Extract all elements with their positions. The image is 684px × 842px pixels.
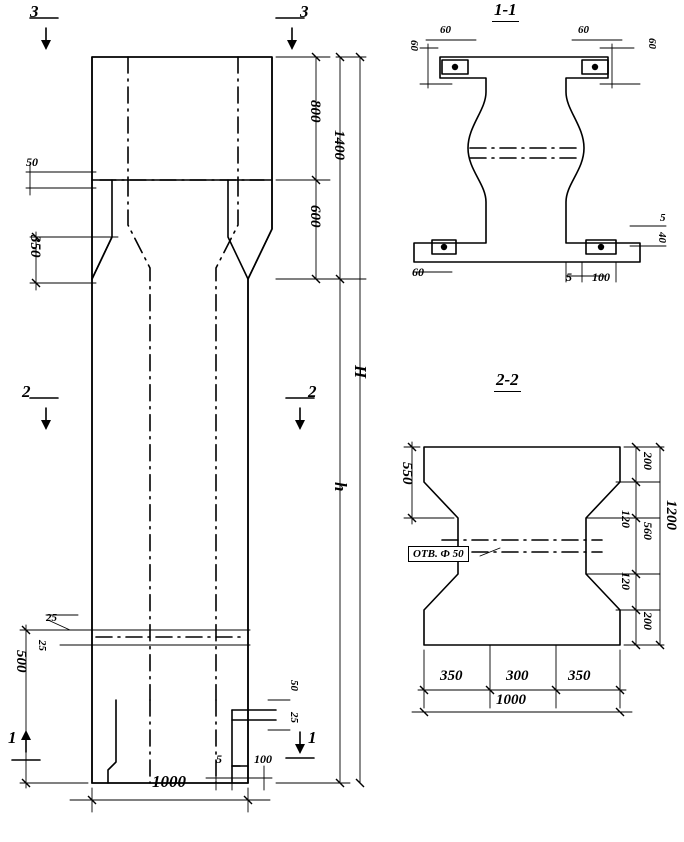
s22-dim-350-right: 350 [568,668,591,684]
hidden-line-right-web [216,180,238,700]
elevation-left-haunch [92,237,112,279]
hidden-line-left-web [128,180,150,700]
dim-25-a: 25 [46,612,57,624]
mark-1-left: 1 [8,728,17,747]
section-1-1-title: 1-1 [492,0,519,22]
s22-dim-560: 560 [641,522,655,540]
s11-dim-60-right-side: 60 [646,38,658,49]
section-1-1 [414,40,666,282]
dim-H: H [351,365,370,379]
s22-dim-120-bottom: 120 [619,572,633,590]
s11-bolt-top-left [452,64,458,70]
base-foot-left [108,700,116,783]
s22-dim-300: 300 [506,668,529,684]
elevation-right-edge [92,57,272,783]
s11-dim-5: 5 [566,270,572,284]
mark-3-left: 3 [30,2,39,21]
s22-dim-1000: 1000 [496,692,526,708]
s22-dim-550: 550 [399,462,415,485]
dim-base-25: 25 [288,712,300,723]
elevation-outline [92,57,272,783]
s11-bolt-bot-right [598,244,604,250]
mark-2-left: 2 [22,382,31,401]
s11-dim-right-40: 40 [656,232,668,243]
dim-h: h [331,482,350,492]
mark-1-right: 1 [308,728,317,747]
dim-1400: 1400 [331,130,347,160]
s11-dim-60-left-side: 60 [408,40,420,51]
s11-dim-right-5: 5 [660,212,666,224]
mark-2-right: 2 [308,382,317,401]
s11-dim-100: 100 [592,270,610,284]
base-foot-right [232,766,240,783]
dim-500: 500 [13,650,29,673]
s11-dim-60-bottom: 60 [412,265,424,279]
s22-hole-note: ОТВ. Ф 50 [408,546,469,562]
s11-dim-60-top-left: 60 [440,24,451,36]
s11-bolt-top-right [592,64,598,70]
s22-dim-200-top: 200 [641,452,655,470]
s11-bolt-bot-left [441,244,447,250]
section-1-1-outline [414,57,640,262]
s22-dim-1200: 1200 [663,500,679,530]
section-2-2-title: 2-2 [494,370,521,392]
dim-base-100: 100 [254,752,272,766]
dim-350: 350 [27,235,43,258]
s11-dim-60-top-right: 60 [578,24,589,36]
dim-800: 800 [307,100,323,123]
mark-3-right: 3 [300,2,309,21]
dim-base-5: 5 [216,752,222,766]
dim-base-50: 50 [288,680,300,691]
elevation-left-taper [92,180,112,279]
dim-25-b: 25 [36,640,48,651]
s22-dim-120-top: 120 [619,510,633,528]
s22-dim-350-left: 350 [440,668,463,684]
dim-bottom-1000: 1000 [152,772,186,791]
dim-top-50: 50 [26,155,38,169]
dim-600: 600 [307,205,323,228]
s22-dim-200-bottom: 200 [641,612,655,630]
